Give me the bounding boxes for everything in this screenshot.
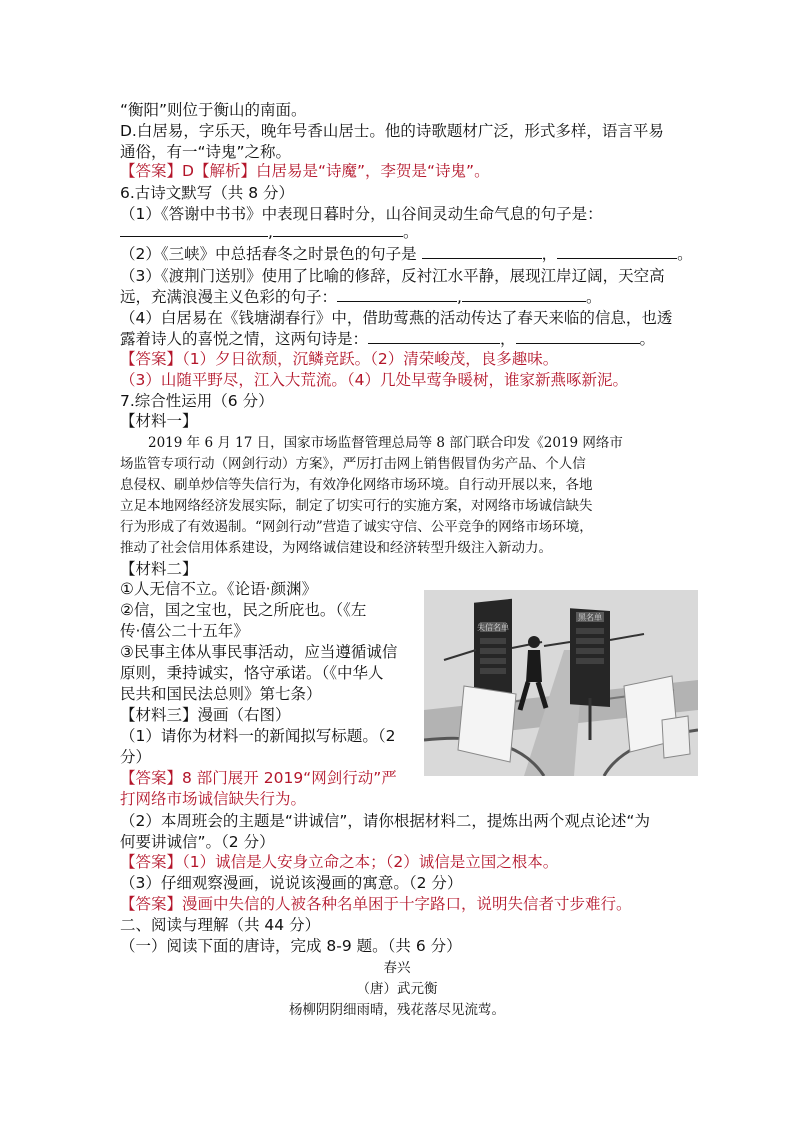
question-6-3: （3）《渡荆门送别》使用了比喻的修辞，反衬江水平静，展现江岸辽阔，天空高 xyxy=(120,267,665,285)
answer-tag: 【答案】 xyxy=(120,350,183,368)
poem-title: 春兴 xyxy=(383,960,411,976)
answer-tag: 【答案】 xyxy=(120,853,183,871)
material-1-line: 场监管专项行动（网剑行动）方案》，严厉打击网上销售假冒伪劣产品、个人信 xyxy=(120,456,586,472)
sign-label: 失信名单 xyxy=(477,623,509,632)
blank xyxy=(273,222,403,237)
blank xyxy=(120,222,268,237)
text-line: “衡阳”则位于衡山的南面。 xyxy=(120,101,307,119)
answer-text: （1）夕日欲颓，沉鳞竞跃。（2）清荣峻茂，良多趣味。 xyxy=(182,350,559,368)
section-2-1: （一）阅读下面的唐诗，完成 8-9 题。（共 6 分） xyxy=(120,937,462,955)
blank xyxy=(557,244,677,259)
answer-tag: 【答案】 xyxy=(120,895,183,913)
option-d: D.白居易，字乐天，晚年号香山居士。他的诗歌题材广泛，形式多样，语言平易 xyxy=(120,122,664,140)
blank xyxy=(462,287,586,302)
answer-q7-3 xyxy=(120,894,632,914)
material-2-item: ①人无信不立。《论语·颜渊》 xyxy=(120,580,318,598)
material-2-item: 民共和国民法总则》第七条） xyxy=(120,685,322,703)
material-1-line: 推动了社会信用体系建设，为网络诚信建设和经济转型升级注入新动力。 xyxy=(120,540,552,556)
question-6-3b: 远，充满浪漫主义色彩的句子： , 。 xyxy=(120,288,602,306)
question-6-1: （1）《答谢中书书》中表现日暮时分，山谷间灵动生命气息的句子是： xyxy=(120,205,603,223)
material-1-line: 立足本地网络经济发展实际，制定了切实可行的实施方案，对网络市场诚信缺失 xyxy=(120,498,593,514)
answer-q7-1b: 打网络市场诚信缺失行为。 xyxy=(120,790,307,808)
material-1-line: 2019 年 6 月 17 日，国家市场监督管理总局等 8 部门联合印发《2019 网络市 xyxy=(148,435,623,451)
blank xyxy=(516,329,640,344)
answer-text: 8 部门展开 2019“网剑行动”严 xyxy=(182,769,397,787)
question-7-2b: 何要讲诚信”。（2 分） xyxy=(120,833,275,851)
blank xyxy=(422,244,542,259)
material-1-line: 行为形成了有效遏制。“网剑行动”营造了诚实守信、公平竞争的网络市场环境， xyxy=(120,519,593,535)
answer-q5 xyxy=(120,161,490,181)
question-7-title: 7.综合性运用（6 分） xyxy=(120,392,274,410)
answer-q7-2 xyxy=(120,852,558,872)
sign-label: 黑名单 xyxy=(578,613,602,622)
poem-line: 杨柳阴阴细雨晴，残花落尽见流莺。 xyxy=(289,1002,505,1018)
material-3-heading: 【材料三】漫画（右图） xyxy=(120,706,291,724)
answer-tag: 【答案】 xyxy=(120,769,183,787)
answer-text: 漫画中失信的人被各种名单困于十字路口，说明失信者寸步难行。 xyxy=(182,895,632,913)
material-2-item: 原则，秉持诚实，恪守承诺。（《中华人 xyxy=(120,664,384,682)
blank-row: , 。 xyxy=(120,222,418,242)
material-2-heading: 【材料二】 xyxy=(120,560,198,578)
question-7-1: （1）请你为材料一的新闻拟写标题。（2 xyxy=(120,727,396,745)
answer-text: （1）诚信是人安身立命之本；（2）诚信是立国之根本。 xyxy=(182,853,559,871)
material-1-heading: 【材料一】 xyxy=(120,412,198,430)
answer-q7-1 xyxy=(120,768,397,788)
question-7-1b: 分） xyxy=(120,748,152,766)
question-7-3: （3）仔细观察漫画，说说该漫画的寓意。（2 分） xyxy=(120,874,463,892)
answer-tag: 【答案】 xyxy=(120,162,183,180)
section-2-title: 二、阅读与理解（共 44 分） xyxy=(120,916,321,934)
question-text: 露着诗人的喜悦之情，这两句诗是： xyxy=(120,330,369,348)
answer-text: D【解析】白居易是“诗魔”，李贺是“诗鬼”。 xyxy=(182,162,490,180)
poem-author: （唐）武元衡 xyxy=(356,981,438,997)
blank xyxy=(337,287,457,302)
answer-q6-a xyxy=(120,349,558,369)
question-6-4: （4）白居易在《钱塘湖春行》中，借助莺燕的活动传达了春天来临的信息，也透 xyxy=(120,309,673,327)
question-6-4b: 露着诗人的喜悦之情，这两句诗是： ， 。 xyxy=(120,330,656,348)
cartoon-image xyxy=(424,590,698,776)
question-7-2: （2）本周班会的主题是“讲诚信”，请你根据材料二，提炼出两个观点论述“为 xyxy=(120,812,650,830)
question-6-title: 6.古诗文默写（共 8 分） xyxy=(120,184,295,202)
question-text: 远，充满浪漫主义色彩的句子： xyxy=(120,288,338,306)
material-2-item: 传·僖公二十五年》 xyxy=(120,622,249,640)
question-text: （2）《三峡》中总括春冬之时景色的句子是 xyxy=(120,245,417,263)
material-2-item: ③民事主体从事民事活动，应当遵循诚信 xyxy=(120,643,398,661)
material-1-line: 息侵权、刷单炒信等失信行为，有效净化网络市场环境。自行动开展以来，各地 xyxy=(120,477,593,493)
blank xyxy=(368,329,500,344)
answer-q6-b: （3）山随平野尽，江入大荒流。（4）几处早莺争暖树，谁家新燕啄新泥。 xyxy=(120,371,628,389)
text-line: 通俗，有一“诗鬼”之称。 xyxy=(120,143,292,161)
material-2-item: ②信，国之宝也，民之所庇也。（《左 xyxy=(120,601,367,619)
question-6-2: （2）《三峡》中总括春冬之时景色的句子是 ， 。 xyxy=(120,245,693,263)
